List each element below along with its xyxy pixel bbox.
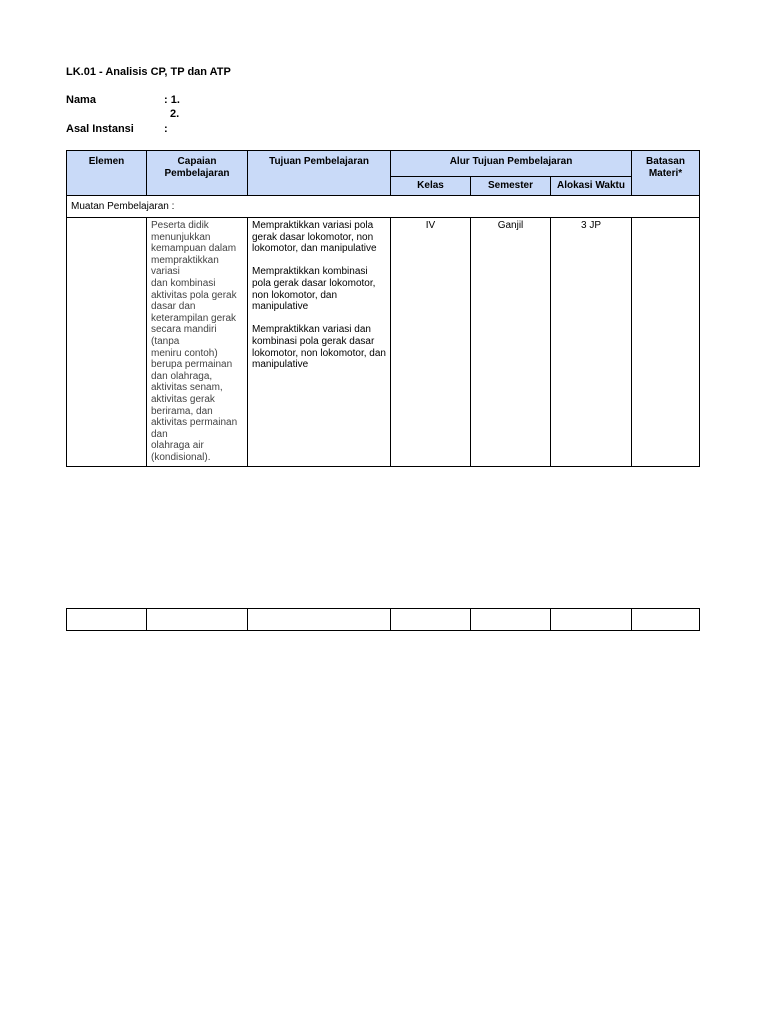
- empty-cell: [632, 609, 700, 631]
- cell-kelas: IV: [391, 218, 471, 467]
- capaian-line: mempraktikkan: [151, 254, 219, 266]
- tujuan-item-2: Mempraktikkan kombinasi pola gerak dasar lokomotor, non lokomotor, dan manipulative: [252, 266, 376, 313]
- capaian-line: secara mandiri: [151, 324, 217, 336]
- nama-field-row: [66, 94, 180, 106]
- capaian-line: aktivitas permainan: [151, 417, 238, 429]
- capaian-line: Peserta didik: [151, 220, 209, 231]
- nama-separator-2: 2.: [170, 108, 180, 120]
- capaian-line: meniru contoh): [151, 347, 218, 359]
- header-batasan: Batasan Materi*: [632, 151, 700, 196]
- cell-tujuan: [248, 218, 391, 467]
- capaian-line: dasar dan: [151, 301, 196, 313]
- capaian-line: menunjukkan: [151, 231, 211, 243]
- header-semester: Semester: [471, 177, 551, 196]
- analysis-table: [66, 150, 700, 467]
- capaian-line: kemampuan dalam: [151, 243, 237, 255]
- capaian-line: dan olahraga,: [151, 370, 213, 382]
- muatan-label: Muatan Pembelajaran :: [67, 196, 700, 218]
- tujuan-item-3: Mempraktikkan variasi dan kombinasi pola gerak dasar lokomotor, non lokomotor, dan manipulative: [252, 324, 386, 371]
- table-row: [67, 218, 700, 467]
- cell-capaian: [147, 218, 248, 467]
- capaian-line: dan: [151, 428, 168, 440]
- empty-cell: [67, 609, 147, 631]
- cell-elemen: [67, 218, 147, 467]
- capaian-line: keterampilan gerak: [151, 312, 237, 324]
- capaian-line: berirama, dan: [151, 405, 213, 417]
- capaian-line: aktivitas pola gerak: [151, 289, 237, 301]
- capaian-line: olahraga air: [151, 440, 204, 452]
- header-capaian: Capaian Pembelajaran: [147, 151, 248, 196]
- cell-alokasi: 3 JP: [551, 218, 632, 467]
- asal-instansi-field-row: [66, 123, 168, 135]
- nama-separator-1: : 1.: [164, 94, 180, 106]
- capaian-line: aktivitas senam,: [151, 382, 223, 394]
- header-row-1: [67, 151, 700, 177]
- nama-field-row-2: [66, 108, 179, 120]
- header-kelas: Kelas: [391, 177, 471, 196]
- muatan-row: [67, 196, 700, 218]
- document-title: LK.01 - Analisis CP, TP dan ATP: [66, 66, 231, 78]
- asal-instansi-separator: :: [164, 123, 168, 135]
- cell-semester: Ganjil: [471, 218, 551, 467]
- capaian-line: dan kombinasi: [151, 277, 216, 289]
- capaian-line: berupa permainan: [151, 359, 233, 371]
- tujuan-item-1: Mempraktikkan variasi pola gerak dasar lokomotor, non lokomotor, dan manipulative: [252, 220, 377, 255]
- empty-cell: [551, 609, 632, 631]
- asal-instansi-label: Asal Instansi: [66, 123, 134, 135]
- empty-table: [66, 608, 700, 631]
- header-alur: Alur Tujuan Pembelajaran: [391, 151, 632, 177]
- empty-cell: [147, 609, 248, 631]
- header-alokasi: Alokasi Waktu: [551, 177, 632, 196]
- header-elemen: Elemen: [67, 151, 147, 196]
- empty-cell: [248, 609, 391, 631]
- empty-cell: [391, 609, 471, 631]
- capaian-line: (kondisional).: [151, 451, 211, 463]
- empty-table-row: [67, 609, 700, 631]
- capaian-line: aktivitas gerak: [151, 393, 215, 405]
- capaian-line: (tanpa: [151, 335, 180, 347]
- cell-batasan: [632, 218, 700, 467]
- header-tujuan: Tujuan Pembelajaran: [248, 151, 391, 196]
- capaian-line: variasi: [151, 266, 180, 278]
- nama-label: Nama: [66, 94, 96, 106]
- empty-cell: [471, 609, 551, 631]
